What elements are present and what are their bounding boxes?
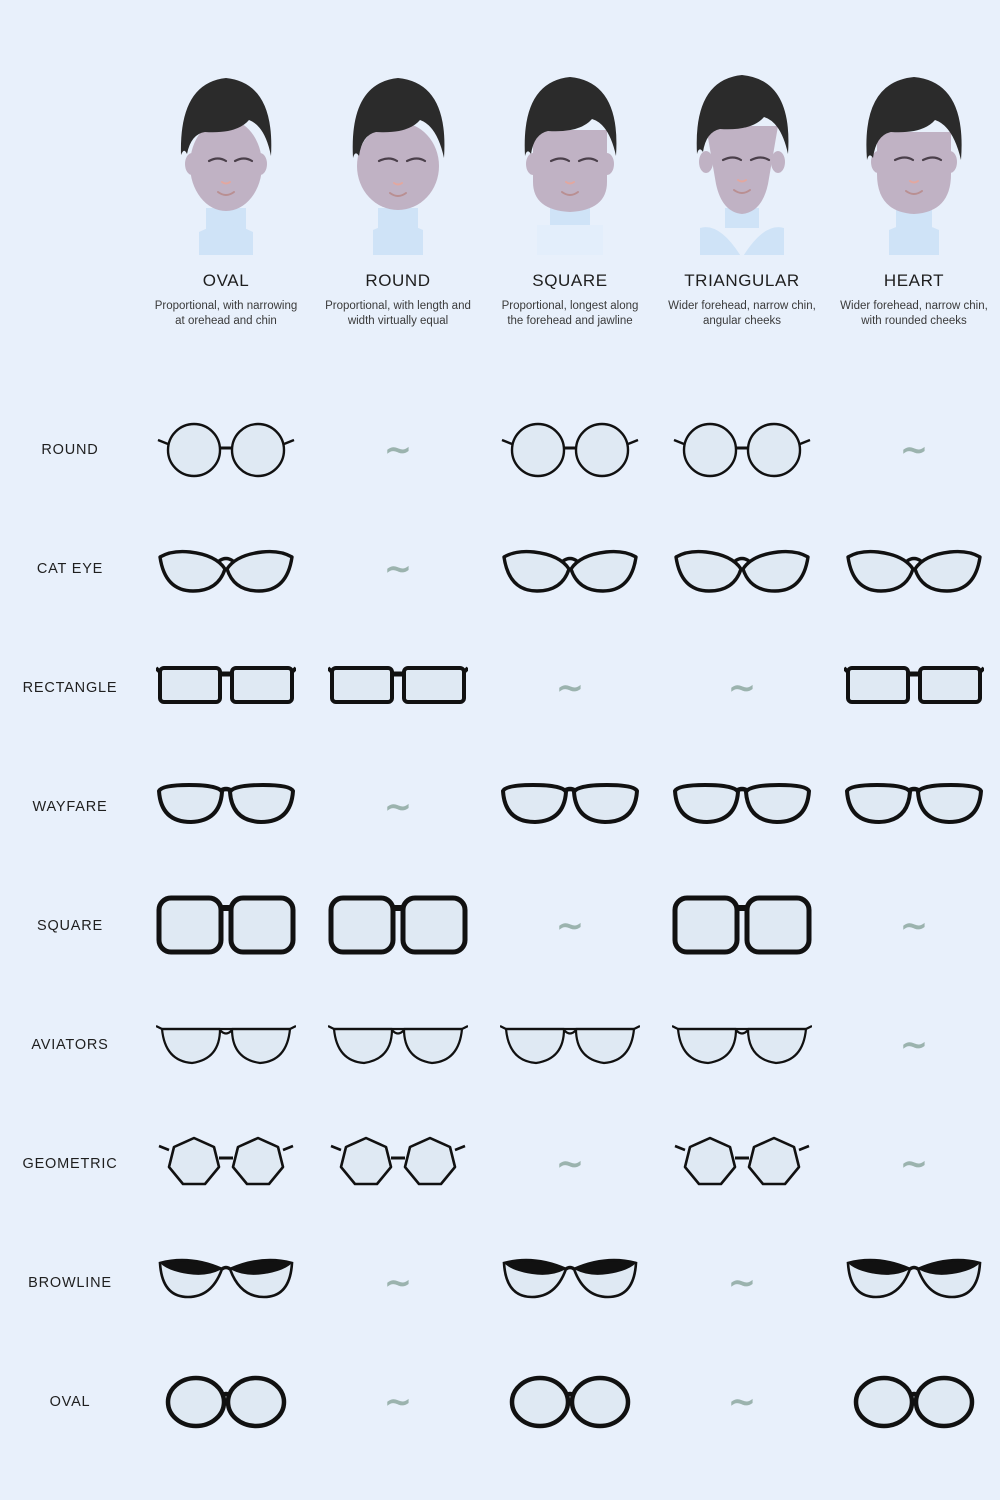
not-recommended-icon: ∼ [383,1381,413,1422]
not-recommended-marker [495,1129,645,1199]
row-label-wayfare: WAYFARE [32,798,108,815]
glasses-wayfare-icon [495,772,645,842]
glasses-oval-icon [151,1367,301,1437]
face-illustration-heart [839,60,989,255]
cell-rectangle-round [312,628,484,747]
not-recommended-icon: ∼ [555,1143,585,1184]
face-title-triangular: TRIANGULAR [684,271,800,290]
glasses-aviator-icon [323,1010,473,1080]
not-recommended-icon: ∼ [899,1143,929,1184]
row-label-round: ROUND [41,441,99,458]
table-row [0,985,1000,1104]
table-row [0,509,1000,628]
cell-browline-heart [828,1223,1000,1342]
face-illustration-oval [151,60,301,255]
cell-round-square [484,390,656,509]
table-row [0,628,1000,747]
cell-cat-eye-heart [828,509,1000,628]
not-recommended-icon: ∼ [727,1262,757,1303]
not-recommended-icon: ∼ [383,786,413,827]
face-illustration-round [323,60,473,255]
row-label-browline: BROWLINE [28,1274,112,1291]
table-row [0,390,1000,509]
not-recommended-icon: ∼ [899,905,929,946]
glasses-wayfare-icon [839,772,989,842]
cell-geometric-square [484,1104,656,1223]
not-recommended-icon: ∼ [899,429,929,470]
cell-oval-square [484,1342,656,1461]
cell-aviators-oval [140,985,312,1104]
cell-browline-round [312,1223,484,1342]
cell-geometric-heart [828,1104,1000,1223]
glasses-square-icon [667,891,817,961]
not-recommended-marker [839,415,989,485]
not-recommended-marker [495,653,645,723]
not-recommended-marker [323,1367,473,1437]
glasses-square-icon [151,891,301,961]
cell-wayfare-oval [140,747,312,866]
cell-wayfare-triangular [656,747,828,866]
cell-square-square [484,866,656,985]
not-recommended-marker [667,653,817,723]
face-desc-square: Proportional, longest along the forehead and jawline [501,300,639,327]
cell-round-round [312,390,484,509]
cell-browline-square [484,1223,656,1342]
face-shape-header [0,60,1000,360]
cell-rectangle-triangular [656,628,828,747]
glasses-cateye-icon [667,534,817,604]
glasses-cateye-icon [151,534,301,604]
cell-geometric-round [312,1104,484,1223]
cell-cat-eye-round [312,509,484,628]
cell-oval-round [312,1342,484,1461]
cell-round-heart [828,390,1000,509]
cell-aviators-triangular [656,985,828,1104]
cell-round-triangular [656,390,828,509]
glasses-geometric-icon [667,1129,817,1199]
table-row [0,1104,1000,1223]
not-recommended-marker [323,415,473,485]
glasses-aviator-icon [495,1010,645,1080]
cell-cat-eye-oval [140,509,312,628]
cell-wayfare-square [484,747,656,866]
glasses-geometric-icon [151,1129,301,1199]
cell-browline-triangular [656,1223,828,1342]
face-column-round [312,60,484,360]
not-recommended-icon: ∼ [727,667,757,708]
not-recommended-icon: ∼ [383,548,413,589]
glasses-browline-icon [839,1248,989,1318]
not-recommended-marker [839,1129,989,1199]
glasses-round-icon [151,415,301,485]
table-row [0,866,1000,985]
glasses-aviator-icon [151,1010,301,1080]
face-desc-triangular: Wider forehead, narrow chin, angular cheeks [668,300,816,327]
glasses-browline-icon [495,1248,645,1318]
glasses-round-icon [667,415,817,485]
cell-round-oval [140,390,312,509]
cell-square-oval [140,866,312,985]
row-label-geometric: GEOMETRIC [22,1155,118,1172]
face-desc-oval: Proportional, with narrowing at orehead and chin [154,300,298,327]
cell-wayfare-heart [828,747,1000,866]
cell-aviators-round [312,985,484,1104]
glasses-square-icon [323,891,473,961]
cell-rectangle-oval [140,628,312,747]
face-title-heart: HEART [883,271,945,290]
cell-aviators-square [484,985,656,1104]
cell-square-heart [828,866,1000,985]
cell-browline-oval [140,1223,312,1342]
glasses-cateye-icon [495,534,645,604]
face-column-heart [828,60,1000,360]
cell-oval-oval [140,1342,312,1461]
row-label-oval: OVAL [49,1393,91,1410]
glasses-rectangle-icon [151,653,301,723]
not-recommended-marker [839,1010,989,1080]
not-recommended-marker [323,772,473,842]
not-recommended-marker [495,891,645,961]
glasses-rectangle-icon [839,653,989,723]
glasses-browline-icon [151,1248,301,1318]
cell-rectangle-heart [828,628,1000,747]
cell-oval-heart [828,1342,1000,1461]
cell-cat-eye-square [484,509,656,628]
not-recommended-marker [323,1248,473,1318]
glasses-aviator-icon [667,1010,817,1080]
glasses-grid [0,390,1000,1461]
face-title-oval: OVAL [202,271,250,290]
glasses-wayfare-icon [151,772,301,842]
face-column-triangular [656,60,828,360]
not-recommended-icon: ∼ [727,1381,757,1422]
cell-square-round [312,866,484,985]
face-column-oval [140,60,312,360]
cell-wayfare-round [312,747,484,866]
face-desc-round: Proportional, with length and width virtually equal [325,300,471,327]
cell-geometric-oval [140,1104,312,1223]
glasses-oval-icon [839,1367,989,1437]
face-title-round: ROUND [365,271,431,290]
row-label-square: SQUARE [36,917,104,934]
cell-aviators-heart [828,985,1000,1104]
not-recommended-icon: ∼ [383,429,413,470]
table-row [0,1223,1000,1342]
glasses-cateye-icon [839,534,989,604]
not-recommended-icon: ∼ [555,905,585,946]
not-recommended-marker [323,534,473,604]
header-spacer [0,60,140,360]
cell-cat-eye-triangular [656,509,828,628]
row-label-rectangle: RECTANGLE [22,679,118,696]
row-label-aviators: AVIATORS [31,1036,109,1053]
cell-oval-triangular [656,1342,828,1461]
table-row [0,1342,1000,1461]
glasses-rectangle-icon [323,653,473,723]
row-label-cat-eye: CAT EYE [36,560,104,577]
cell-geometric-triangular [656,1104,828,1223]
face-title-square: SQUARE [532,271,608,290]
glasses-oval-icon [495,1367,645,1437]
table-row [0,747,1000,866]
not-recommended-marker [839,891,989,961]
glasses-geometric-icon [323,1129,473,1199]
cell-square-triangular [656,866,828,985]
not-recommended-icon: ∼ [899,1024,929,1065]
not-recommended-icon: ∼ [555,667,585,708]
not-recommended-marker [667,1367,817,1437]
face-column-square [484,60,656,360]
face-desc-heart: Wider forehead, narrow chin, with rounded cheeks [840,300,988,327]
face-illustration-square [495,60,645,255]
glasses-round-icon [495,415,645,485]
glasses-wayfare-icon [667,772,817,842]
cell-rectangle-square [484,628,656,747]
not-recommended-marker [667,1248,817,1318]
face-illustration-triangular [667,60,817,255]
not-recommended-icon: ∼ [383,1262,413,1303]
